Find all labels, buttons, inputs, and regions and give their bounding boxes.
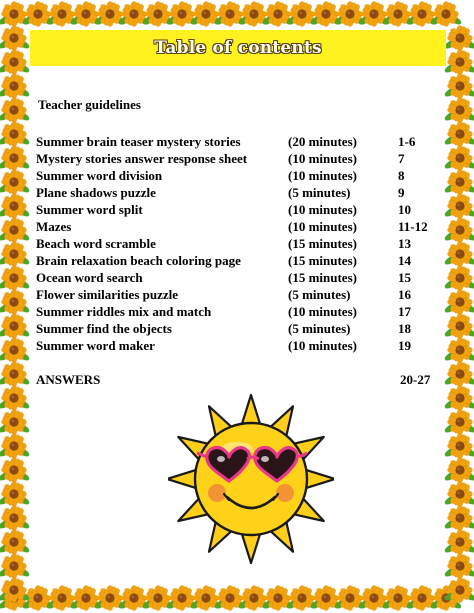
sun-illustration xyxy=(168,383,334,567)
toc-row xyxy=(36,184,436,201)
toc-item-page: 15 xyxy=(398,270,411,285)
toc-item-page: 14 xyxy=(398,253,411,268)
toc-item-page: 18 xyxy=(398,321,411,336)
toc-item-time: (20 minutes) xyxy=(288,134,357,149)
toc-item-title: Flower similarities puzzle xyxy=(36,287,179,302)
toc-row xyxy=(36,269,436,286)
toc-item-page: 7 xyxy=(398,151,405,166)
toc-item-time: (10 minutes) xyxy=(288,338,357,353)
toc-item-time: (15 minutes) xyxy=(288,253,357,268)
toc-item-time: (10 minutes) xyxy=(288,151,357,166)
toc-row xyxy=(36,133,436,150)
toc-item-title: Summer find the objects xyxy=(36,321,172,336)
toc-item-title: Beach word scramble xyxy=(36,236,156,251)
toc-item-page: 10 xyxy=(398,202,411,217)
toc-row xyxy=(36,167,436,184)
toc-row xyxy=(36,252,436,269)
toc-item-title: Mazes xyxy=(36,219,72,234)
toc-row xyxy=(36,201,436,218)
toc-item-title: Brain relaxation beach coloring page xyxy=(36,253,241,268)
page-title: Table of contents xyxy=(154,38,322,58)
toc-row xyxy=(36,337,436,354)
toc-item-time: (5 minutes) xyxy=(288,321,351,336)
toc-item-page: 16 xyxy=(398,287,411,302)
toc-row xyxy=(36,303,436,320)
answers-page: 20-27 xyxy=(400,372,431,387)
answers-label: ANSWERS xyxy=(36,372,101,387)
toc-item-title: Plane shadows puzzle xyxy=(36,185,156,200)
toc-item-time: (10 minutes) xyxy=(288,219,357,234)
title-banner xyxy=(30,30,446,66)
toc-item-title: Summer word maker xyxy=(36,338,155,353)
toc-item-page: 1-6 xyxy=(398,134,416,149)
toc-item-page: 19 xyxy=(398,338,411,353)
toc-item-page: 17 xyxy=(398,304,411,319)
toc-item-time: (5 minutes) xyxy=(288,287,351,302)
toc-item-page: 8 xyxy=(398,168,405,183)
toc-item-title: Summer word division xyxy=(36,168,163,183)
toc-item-title: Summer brain teaser mystery stories xyxy=(36,134,241,149)
toc-item-title: Summer word split xyxy=(36,202,143,217)
toc-item-page: 11-12 xyxy=(398,219,428,234)
toc-row xyxy=(36,150,436,167)
toc-item-page: 9 xyxy=(398,185,405,200)
toc-row xyxy=(36,218,436,235)
toc-item-time: (10 minutes) xyxy=(288,202,357,217)
toc-row xyxy=(36,235,436,252)
toc-item-title: Summer riddles mix and match xyxy=(36,304,212,319)
toc-row xyxy=(36,320,436,337)
toc-item-page: 13 xyxy=(398,236,411,251)
toc-item-time: (5 minutes) xyxy=(288,185,351,200)
toc-item-time: (15 minutes) xyxy=(288,236,357,251)
toc-row xyxy=(36,286,436,303)
toc-item-time: (10 minutes) xyxy=(288,304,357,319)
toc-item-title: Mystery stories answer response sheet xyxy=(36,151,248,166)
toc-item-title: Ocean word search xyxy=(36,270,143,285)
teacher-guidelines: Teacher guidelines xyxy=(38,97,141,112)
toc-list xyxy=(36,133,436,354)
toc-item-time: (15 minutes) xyxy=(288,270,357,285)
toc-item-time: (10 minutes) xyxy=(288,168,357,183)
